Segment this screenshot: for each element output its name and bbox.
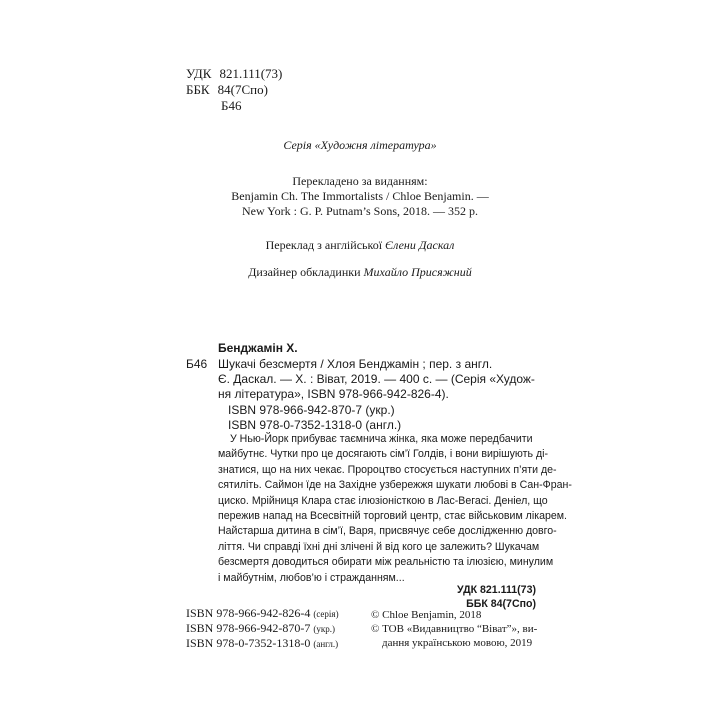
udk-code (186, 66, 282, 82)
translated-from-line2: New York : G. P. Putnam’s Sons, 2018. — 352 p. (241, 204, 479, 218)
copyright-publisher-cont: дання українською мовою, 2019 (382, 637, 533, 649)
footer-isbn-eng (186, 636, 338, 652)
annotation-line: майбутнє. Чутки про це досягають сім’ї Голдів, і вони вирішують ді- (218, 448, 549, 461)
catalog-isbn-eng: ISBN 978-0-7352-1318-0 (англ.) (228, 418, 402, 432)
footer-isbn-ukr (186, 621, 335, 637)
translated-from-line1: Benjamin Ch. The Immortalists / Chloe Benjamin. — (231, 189, 489, 203)
udk-value: 821.111(73) (219, 66, 283, 81)
footer-isbn-note: (укр.) (313, 624, 335, 634)
cover-designer-credit (200, 265, 520, 280)
bbk-value: 84(7Спо) (217, 82, 268, 97)
footer-isbn-note: (англ.) (313, 639, 339, 649)
annotation-line: Найстарша дитина в сім’ї, Варя, присвячує себе дослідженню довго- (218, 525, 557, 538)
translator-credit (200, 238, 520, 253)
bbk-code (186, 82, 268, 98)
footer-isbn-number: ISBN 978-0-7352-1318-0 (186, 636, 311, 650)
annotation-line: безсмертя доводиться обирати між реальністю та ілюзією, минулим (218, 556, 554, 569)
annotation-line: ліття. Чи справді їхні дні злічені й від кого це залежить? Шукачам (218, 540, 540, 553)
catalog-description-line: ня література», ISBN 978-966-942-826-4). (218, 387, 449, 401)
catalog-udk-bottom: УДК 821.111(73) (457, 584, 536, 596)
catalog-bbk-bottom: ББК 84(7Спо) (466, 598, 536, 610)
annotation-line: пережив напад на Всесвітній торговий центр, стає військовим лікарем. (218, 510, 567, 523)
series-title: Серія «Художня література» (283, 138, 437, 152)
bbk-label: ББК (186, 82, 210, 97)
catalog-description-line: Шукачі безсмертя / Хлоя Бенджамін ; пер. з англ. (218, 357, 493, 371)
footer-isbn-number: ISBN 978-966-942-826-4 (186, 606, 311, 620)
annotation-line: сятиліть. Саймон їде на Західне узбережжя шукати любові в Сан-Фран- (218, 479, 572, 492)
catalog-annotation (218, 432, 572, 586)
catalog-isbn-ukr: ISBN 978-966-942-870-7 (укр.) (228, 403, 395, 417)
author-sign: Б46 (221, 98, 242, 113)
translated-from-heading: Перекладено за виданням: (292, 174, 428, 188)
copyright-author: © Chloe Benjamin, 2018 (371, 609, 482, 621)
catalog-description (218, 357, 536, 402)
annotation-line: У Нью-Йорк прибуває таємнича жінка, яка може передбачити (230, 433, 533, 445)
catalog-description-line: Є. Даскал. — Х. : Віват, 2019. — 400 с. — (Серія «Худож- (218, 372, 535, 386)
copyright-publisher: © ТОВ «Видавництво “Віват”», ви- (371, 623, 538, 635)
cover-designer-prefix: Дизайнер обкладинки (248, 265, 364, 279)
annotation-line: і майбутнім, любов’ю і стражданням... (218, 571, 405, 584)
catalog-sign: Б46 (186, 357, 208, 371)
cover-designer-name: Михайло Присяжний (363, 265, 472, 279)
translator-name: Єлени Даскал (385, 238, 455, 252)
annotation-line: знатися, що на них чекає. Пророцтво стосується наступних п’яти де- (218, 463, 557, 476)
udk-label: УДК (186, 66, 212, 81)
footer-isbn-number: ISBN 978-966-942-870-7 (186, 621, 311, 635)
translator-prefix: Переклад з англійської (265, 238, 386, 252)
footer-isbn-note: (серія) (313, 609, 339, 619)
annotation-line: циско. Мрійниця Клара стає ілюзіоністкою в Лас-Вегасі. Деніел, що (218, 494, 548, 507)
catalog-author-heading: Бенджамін Х. (218, 341, 298, 355)
footer-isbn-series (186, 606, 339, 622)
